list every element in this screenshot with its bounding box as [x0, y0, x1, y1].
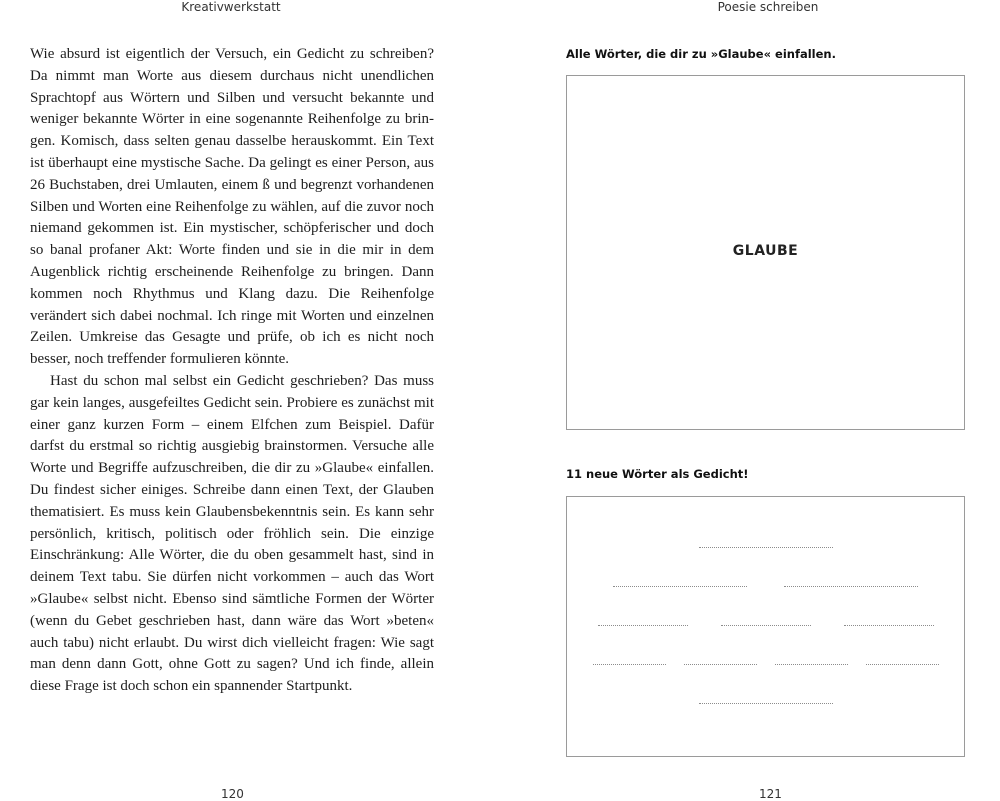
running-head-right: Poesie schreiben — [717, 0, 819, 14]
poem-box — [566, 496, 965, 757]
brainstorm-box[interactable] — [566, 75, 965, 430]
brainstorm-center-word: GLAUBE — [732, 243, 799, 259]
paragraph-2: Hast du schon mal selbst ein Gedicht geschrieben? Das muss gar kein langes, ausgefeiltes Gedicht sein. Probiere es zunächst mit einer ganz kurzen Form – einem Elfchen zum Beispiel. Dafür darfst du erstmal so richtig ausgiebig brainstormen. Versuche alle Worte und Begriffe aufzuschreiben, die dir zu »Glaube« einfallen. Du findest sicher einiges. Schreibe dann einen Text, der Glauben thematisiert. Es muss kein Glaubensbekenntnis sein. Es kann sehr persönlich, kritisch, politisch oder fröhlich sein. Die einzige Einschränkung: Alle Wörter, die du oben gesammelt hast, sind in deinem Text tabu. Sie dürfen nicht vorkommen – auch das Wort »Glaube« selbst nicht. Ebenso sind sämtliche Formen der Wörter (wenn du Gebet geschrieben hast, dann wäre das Wort »beten« auch tabu) nicht erlaubt. Du wirst dich vielleicht fragen: Wie sagt man denn dann Gott, ohne Gott zu sagen? Und ich finde, allein diese Frage ist doch schon ein spannender Startpunkt. — [30, 372, 434, 695]
elfchen-word-blank[interactable] — [684, 664, 757, 665]
page-number-left: 120 — [221, 787, 244, 801]
running-head-left: Kreativwerkstatt — [181, 0, 281, 14]
body-text — [30, 44, 434, 698]
left-page — [0, 0, 460, 800]
elfchen-word-blank[interactable] — [699, 547, 833, 548]
elfchen-word-blank[interactable] — [699, 703, 833, 704]
elfchen-word-blank[interactable] — [775, 664, 848, 665]
page-number-right: 121 — [759, 787, 782, 801]
elfchen-word-blank[interactable] — [844, 625, 934, 626]
poem-label: 11 neue Wörter als Gedicht! — [566, 467, 749, 481]
elfchen-word-blank[interactable] — [598, 625, 688, 626]
paragraph-1: Wie absurd ist eigentlich der Versuch, ein Gedicht zu schreiben? Da nimmt man Worte aus diesem durchaus nicht unendlichen Sprachtopf aus Wörtern und Silben und versucht bekannte und weniger bekannte Wörter in eine sogenannte Reihenfolge zu bringen. Komisch, dass selten genau dasselbe herauskommt. Ein Text ist überhaupt eine mystische Sache. Da gelingt es einer Person, aus 26 Buchstaben, drei Umlauten, einem ß und begrenzt vorhandenen Silben und Worten eine Reihenfolge zu wählen, auf die zuvor noch niemand gekommen ist. Ein mystischer, schöpferischer und doch so banal profaner Akt: Worte finden und sie in die mir in dem Augenblick richtig erscheinende Reihenfolge zu bringen. Dann kommen noch Rhythmus und Klang dazu. Die Reihenfolge verändert sich dabei nochmal. Ich ringe mit Worten und einzelnen Zeilen. Umkreise das Gesagte und prüfe, ob ich es nicht noch besser, noch treffender formulieren könnte. — [30, 46, 434, 368]
elfchen-word-blank[interactable] — [593, 664, 666, 665]
elfchen-word-blank[interactable] — [721, 625, 811, 626]
brainstorm-label: Alle Wörter, die dir zu »Glaube« einfallen. — [566, 47, 836, 61]
elfchen-word-blank[interactable] — [613, 586, 747, 587]
elfchen-word-blank[interactable] — [866, 664, 939, 665]
elfchen-word-blank[interactable] — [784, 586, 918, 587]
right-page — [520, 0, 1000, 800]
